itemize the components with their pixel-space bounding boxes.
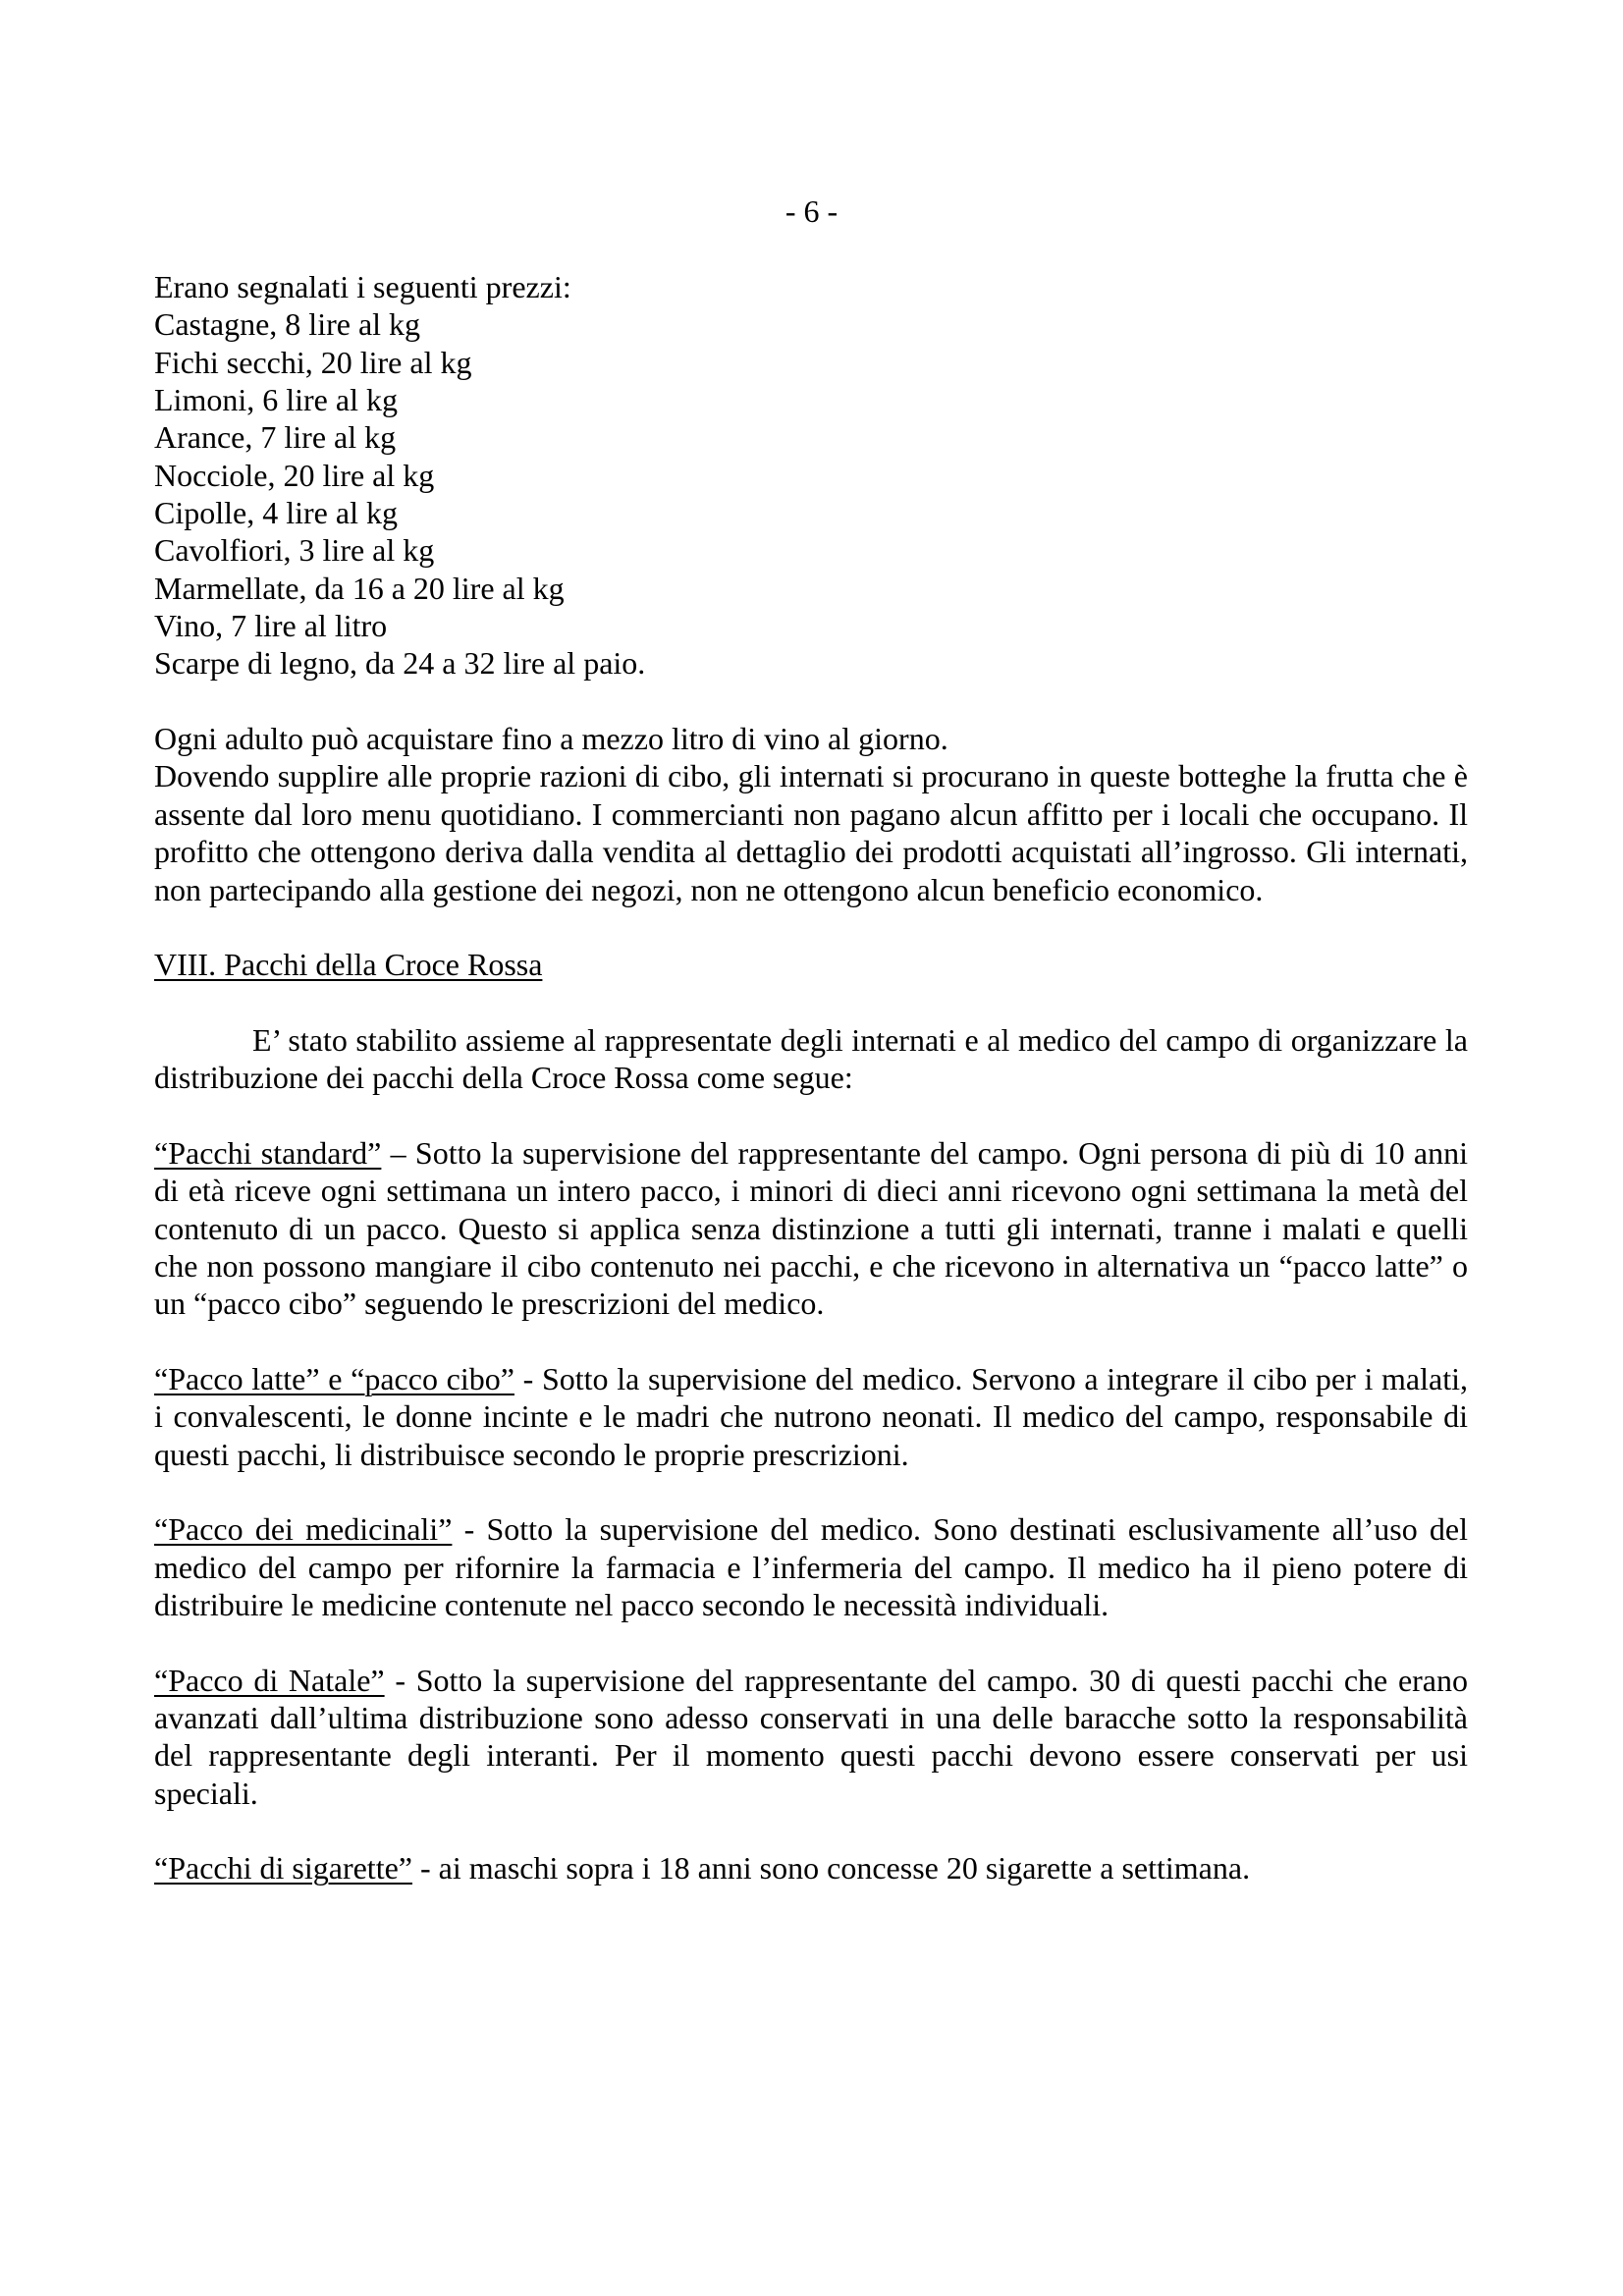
price-item: Nocciole, 20 lire al kg xyxy=(154,457,435,493)
parcel-title: “Pacchi di sigarette” xyxy=(154,1850,412,1886)
section-heading: VIII. Pacchi della Croce Rossa xyxy=(154,947,543,983)
parcel-medicines xyxy=(154,1510,1468,1623)
price-item: Arance, 7 lire al kg xyxy=(154,419,397,456)
section-intro: E’ stato stabilito assieme al rappresentate degli internati e al medico del campo di organizzare la distribuzione dei pacchi della Croce Rossa come segue: xyxy=(154,1021,1468,1096)
parcel-text: – Sotto la supervisione del rappresentante del campo. Ogni persona di più di 10 anni di età riceve ogni settimana un intero pacco, i minori di dieci anni ricevono ogni settimana la metà del contenuto di un pacco. Questo si applica senza distinzione a tutti gli internati, tranne i malati e quelli che non possono mangiare il cibo contenuto nei pacchi, e che ricevono in alternativa un “pacco latte” o un “pacco cibo” seguendo le prescrizioni del medico. xyxy=(154,1134,1469,1322)
price-item: Castagne, 8 lire al kg xyxy=(154,306,421,343)
parcel-text: - Sotto la supervisione del rappresentante del campo. 30 di questi pacchi che erano avanzati dall’ultima distribuzione sono adesso conservati in una delle baracche sotto la responsabilità del rappresentante degli interanti. Per il momento questi pacchi devono essere conservati per usi speciali. xyxy=(154,1662,1468,1811)
price-item: Fichi secchi, 20 lire al kg xyxy=(154,344,472,380)
wine-note: Ogni adulto può acquistare fino a mezzo litro di vino al giorno. xyxy=(154,721,948,757)
parcel-standard xyxy=(154,1134,1468,1323)
price-item: Limoni, 6 lire al kg xyxy=(154,382,398,418)
parcel-title: “Pacco latte” e “pacco cibo” xyxy=(154,1360,514,1396)
document-body xyxy=(154,268,1468,1925)
price-item: Cipolle, 4 lire al kg xyxy=(154,495,398,531)
parcel-title: “Pacchi standard” xyxy=(154,1134,382,1171)
parcel-title: “Pacco dei medicinali” xyxy=(154,1511,453,1548)
parcel-milk-food xyxy=(154,1360,1468,1473)
parcel-text: - Sotto la supervisione del medico. Servono a integrare il cibo per i malati, i convalescenti, le donne incinte e le madri che nutrono neonati. Il medico del campo, responsabile di questi pacchi, li distribuisce secondo le proprie prescrizioni. xyxy=(154,1360,1469,1472)
parcel-text: - Sotto la supervisione del medico. Sono destinati esclusivamente all’uso del medico del campo per rifornire la farmacia e l’infermeria del campo. Il medico ha il pieno potere di distribuire le medicine contenute nel pacco secondo le necessità individuali. xyxy=(154,1511,1469,1623)
price-item: Marmellate, da 16 a 20 lire al kg xyxy=(154,570,565,606)
shops-paragraph: Dovendo supplire alle proprie razioni di cibo, gli internati si procurano in queste botteghe la frutta che è assente dal loro menu quotidiano. I commercianti non pagano alcun affitto per i locali che occupano. Il profitto che ottengono deriva dalla vendita al dettaglio dei prodotti acquistati all’ingrosso. Gli internati, non partecipando alla gestione dei negozi, non ne ottengono alcun beneficio economico. xyxy=(154,758,1468,907)
parcel-christmas xyxy=(154,1662,1468,1812)
price-list xyxy=(154,268,1468,683)
page-number: - 6 - xyxy=(784,193,839,229)
parcel-cigarettes xyxy=(154,1849,1468,1886)
parcel-text: - ai maschi sopra i 18 anni sono concesse 20 sigarette a settimana. xyxy=(411,1850,1251,1886)
parcel-title: “Pacco di Natale” xyxy=(154,1662,385,1698)
price-item: Cavolfiori, 3 lire al kg xyxy=(154,532,435,569)
price-item: Scarpe di legno, da 24 a 32 lire al paio. xyxy=(154,645,646,682)
price-item: Vino, 7 lire al litro xyxy=(154,608,388,644)
price-list-intro: Erano segnalati i seguenti prezzi: xyxy=(154,269,571,304)
